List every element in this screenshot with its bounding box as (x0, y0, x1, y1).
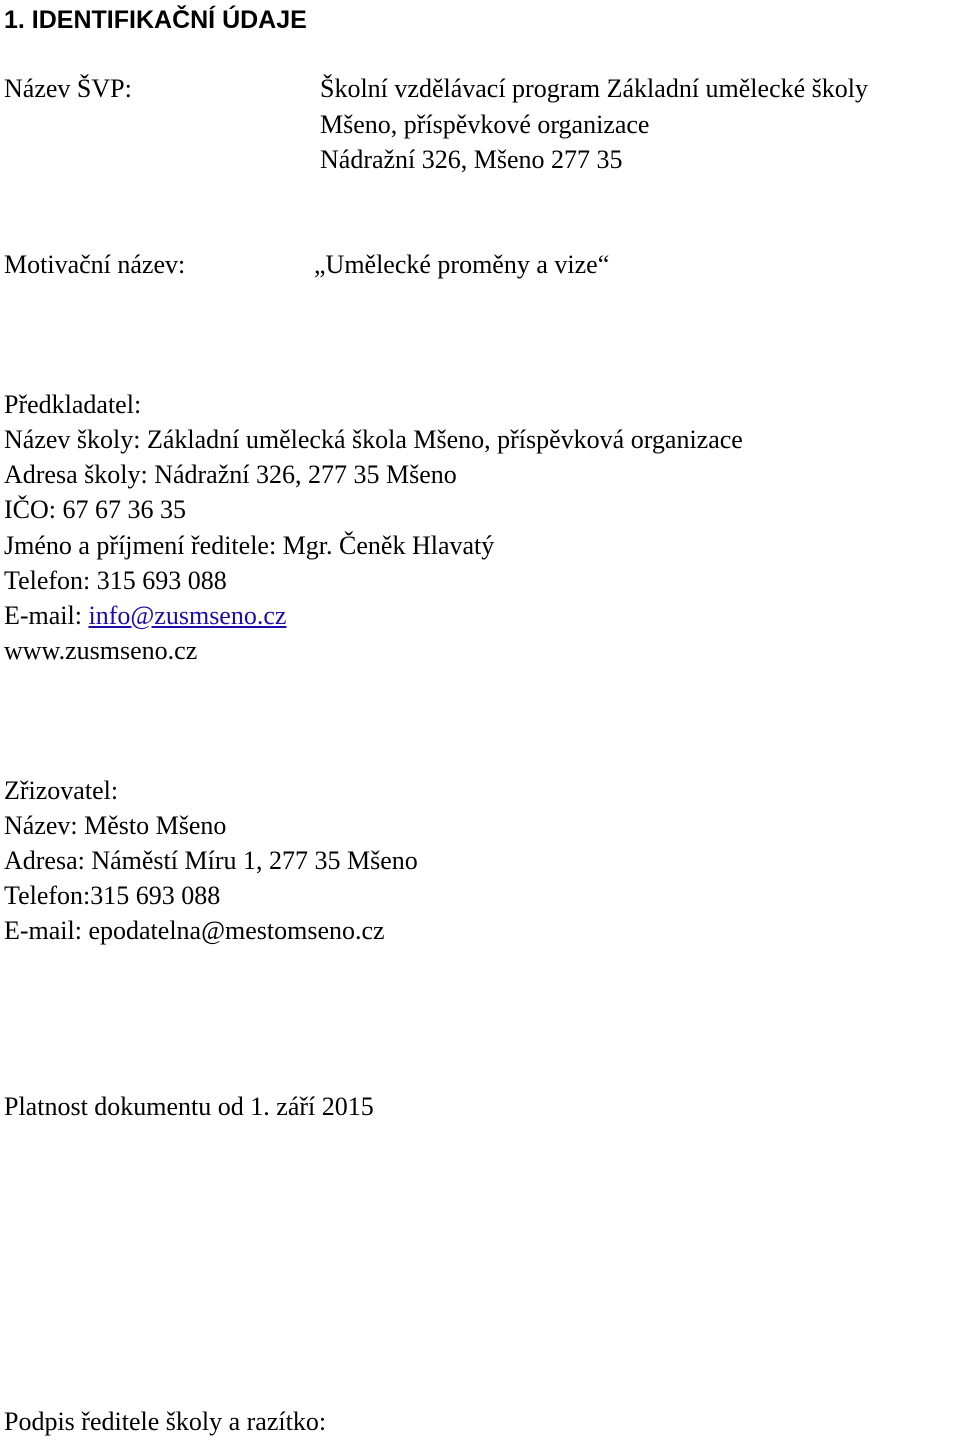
svp-line-3: Nádražní 326, Mšeno 277 35 (320, 145, 623, 174)
motivation-value: „Umělecké proměny a vize“ (314, 250, 610, 279)
founder-name: Název: Město Mšeno (4, 811, 227, 840)
submitter-ico: IČO: 67 67 36 35 (4, 495, 186, 524)
signature-label: Podpis ředitele školy a razítko: (4, 1407, 327, 1436)
validity-text: Platnost dokumentu od 1. září 2015 (4, 1092, 374, 1121)
submitter-director: Jméno a příjmení ředitele: Mgr. Čeněk Hlavatý (4, 531, 495, 560)
motivation-label: Motivační název: (4, 250, 186, 279)
svp-label: Název ŠVP: (4, 74, 132, 103)
founder-email: E-mail: epodatelna@mestomseno.cz (4, 916, 385, 945)
submitter-web: www.zusmseno.cz (4, 636, 198, 665)
submitter-email (4, 599, 286, 633)
email-link[interactable]: info@zusmseno.cz (88, 601, 287, 630)
section-heading: 1. IDENTIFIKAČNÍ ÚDAJE (4, 6, 307, 34)
svp-line-1: Školní vzdělávací program Základní umělecké školy (320, 74, 868, 103)
submitter-address: Adresa školy: Nádražní 326, 277 35 Mšeno (4, 460, 457, 489)
founder-title: Zřizovatel: (4, 776, 119, 805)
founder-phone: Telefon:315 693 088 (4, 881, 221, 910)
submitter-title: Předkladatel: (4, 390, 142, 419)
submitter-phone: Telefon: 315 693 088 (4, 566, 227, 595)
email-label: E-mail: (4, 601, 89, 630)
submitter-school-name: Název školy: Základní umělecká škola Mšeno, příspěvková organizace (4, 425, 743, 454)
founder-address: Adresa: Náměstí Míru 1, 277 35 Mšeno (4, 846, 418, 875)
svp-line-2: Mšeno, příspěvkové organizace (320, 110, 650, 139)
